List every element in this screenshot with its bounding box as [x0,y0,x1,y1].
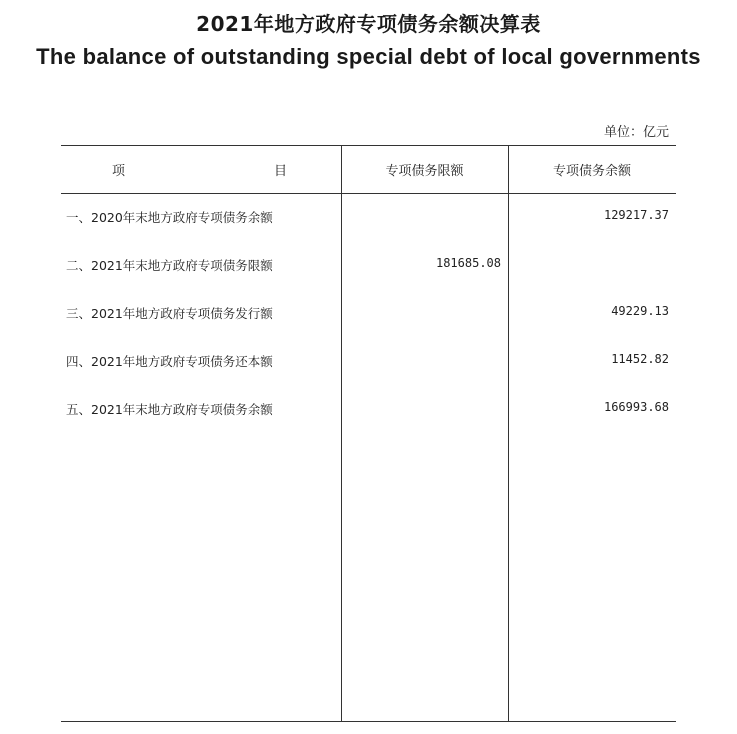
table-row [61,299,676,323]
header-item-part2: 目 [274,164,288,179]
row-label: 四、2021年地方政府专项债务还本额 [66,354,273,369]
row-label: 一、2020年末地方政府专项债务余额 [66,210,273,225]
table-row [61,395,676,419]
header-balance: 专项债务余额 [552,164,631,179]
column-divider-1 [341,145,342,722]
row-label: 五、2021年末地方政府专项债务余额 [66,402,273,417]
table-top-rule [61,145,676,146]
row-limit-value: 181685.08 [435,256,501,270]
column-divider-2 [508,145,509,722]
row-balance-value: 166993.68 [603,400,669,414]
row-balance-value: 11452.82 [611,352,669,366]
table-bottom-rule [61,721,676,722]
table-row [61,347,676,371]
row-balance-value: 49229.13 [611,304,669,318]
row-label: 二、2021年末地方政府专项债务限额 [66,258,273,273]
table-row [61,251,676,275]
row-balance-value: 129217.37 [603,208,669,222]
header-limit: 专项债务限额 [385,164,464,179]
page-title-english: The balance of outstanding special debt of local governments [36,44,701,69]
row-label: 三、2021年地方政府专项债务发行额 [66,306,273,321]
page-title-chinese: 2021年地方政府专项债务余额决算表 [196,12,541,36]
table-row [61,203,676,227]
header-item-part1: 项 [112,164,126,179]
unit-label: 单位：亿元 [603,125,669,140]
table-header-rule [61,193,676,194]
